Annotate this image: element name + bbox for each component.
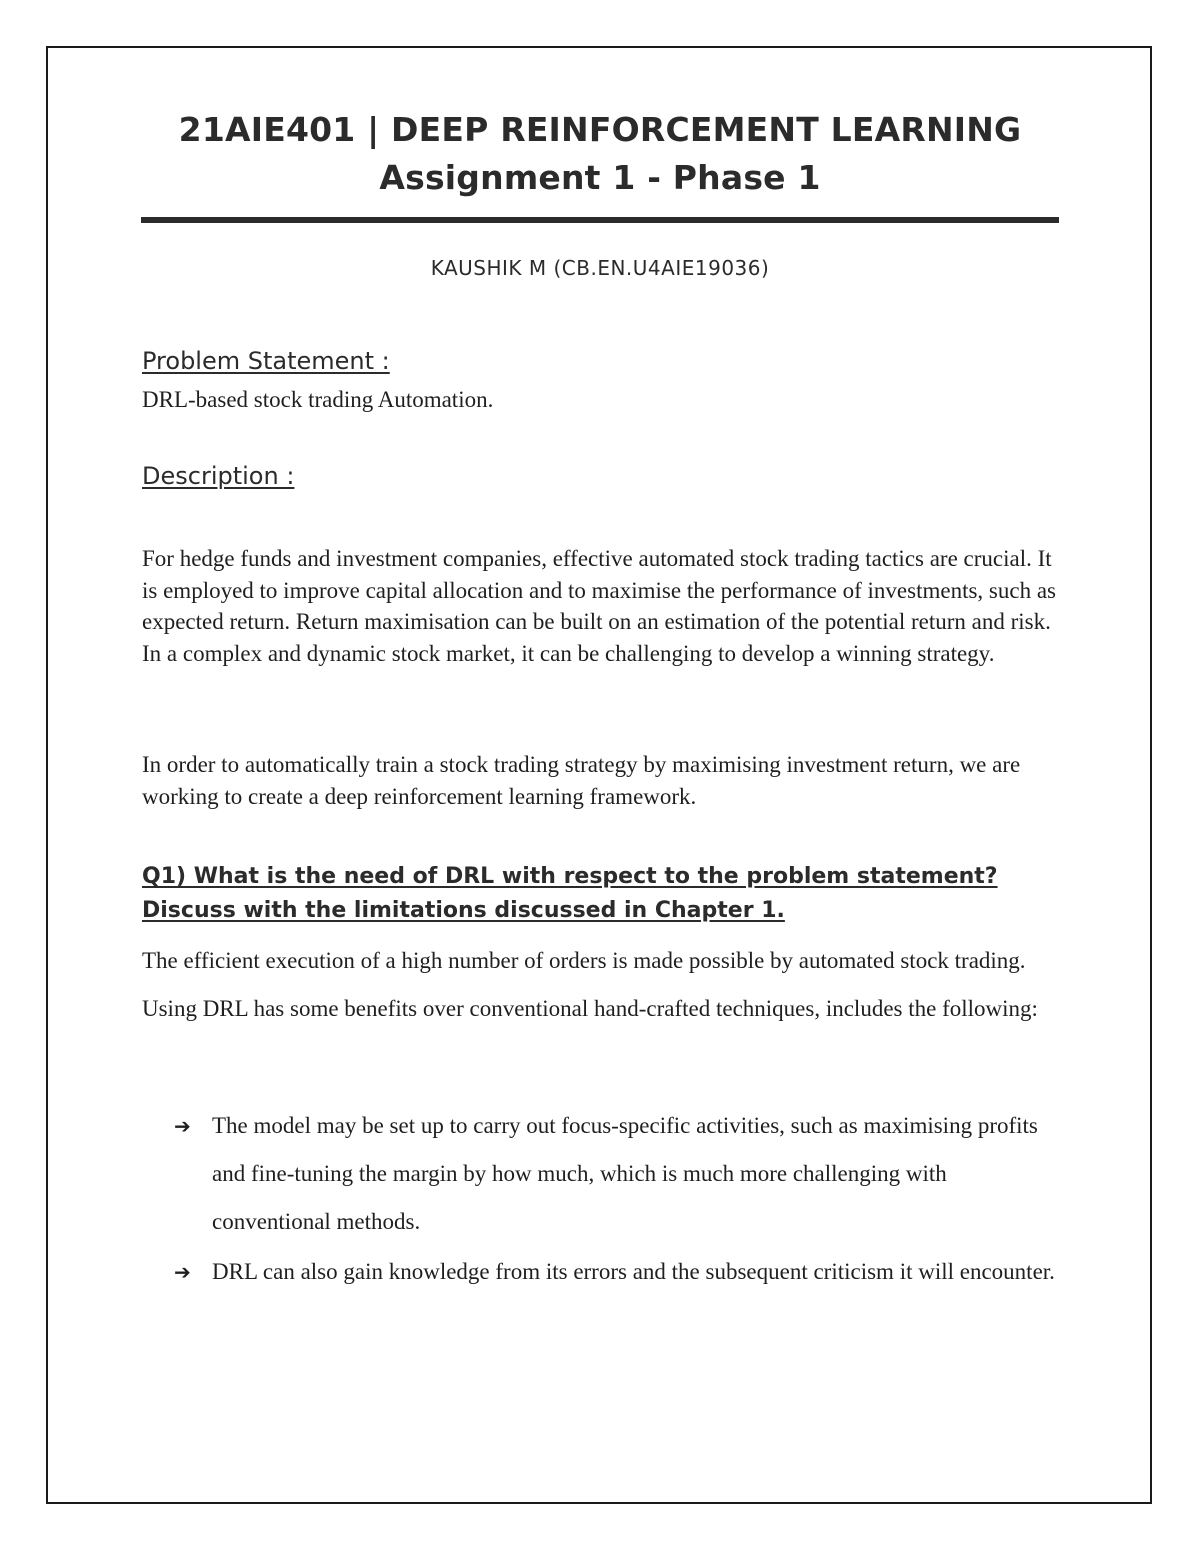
list-item-text: The model may be set up to carry out focus-specific activities, such as maximising profits and fine-tuning the margin by how much, which is much more challenging with conventional methods. (212, 1113, 1038, 1234)
course-title: 21AIE401 | DEEP REINFORCEMENT LEARNING (178, 110, 1022, 149)
list-item (172, 1102, 1062, 1246)
answer-paragraph: The efficient execution of a high number of orders is made possible by automated stock trading. Using DRL has some benefits over conventional hand-crafted techniques, includes the following: (142, 948, 1038, 1021)
list-item (172, 1248, 1062, 1296)
assignment-title: Assignment 1 - Phase 1 (379, 158, 821, 197)
problem-statement-text: DRL-based stock trading Automation. (142, 387, 494, 412)
title-divider (141, 217, 1059, 223)
question-heading: Q1) What is the need of DRL with respect to the problem statement? Discuss with the limitations discussed in Chapter 1. (142, 864, 998, 923)
description-paragraph: For hedge funds and investment companies, effective automated stock trading tactics are crucial. It is employed to improve capital allocation and to maximise the performance of investments, such as expected return. Return maximisation can be built on an estimation of the potential return and risk. In a complex and dynamic stock market, it can be challenging to develop a winning strategy. (142, 546, 1056, 666)
answer-bullet-list (172, 1102, 1062, 1298)
description-paragraph: In order to automatically train a stock trading strategy by maximising investment return, we are working to create a deep reinforcement learning framework. (142, 752, 1021, 809)
author-line: KAUSHIK M (CB.EN.U4AIE19036) (430, 256, 770, 280)
arrow-bullet-icon: ➔ (174, 1114, 191, 1138)
arrow-bullet-icon: ➔ (174, 1260, 191, 1284)
problem-statement-heading: Problem Statement : (142, 347, 390, 375)
list-item-text: DRL can also gain knowledge from its errors and the subsequent criticism it will encounter. (212, 1259, 1055, 1284)
description-heading: Description : (142, 462, 295, 490)
